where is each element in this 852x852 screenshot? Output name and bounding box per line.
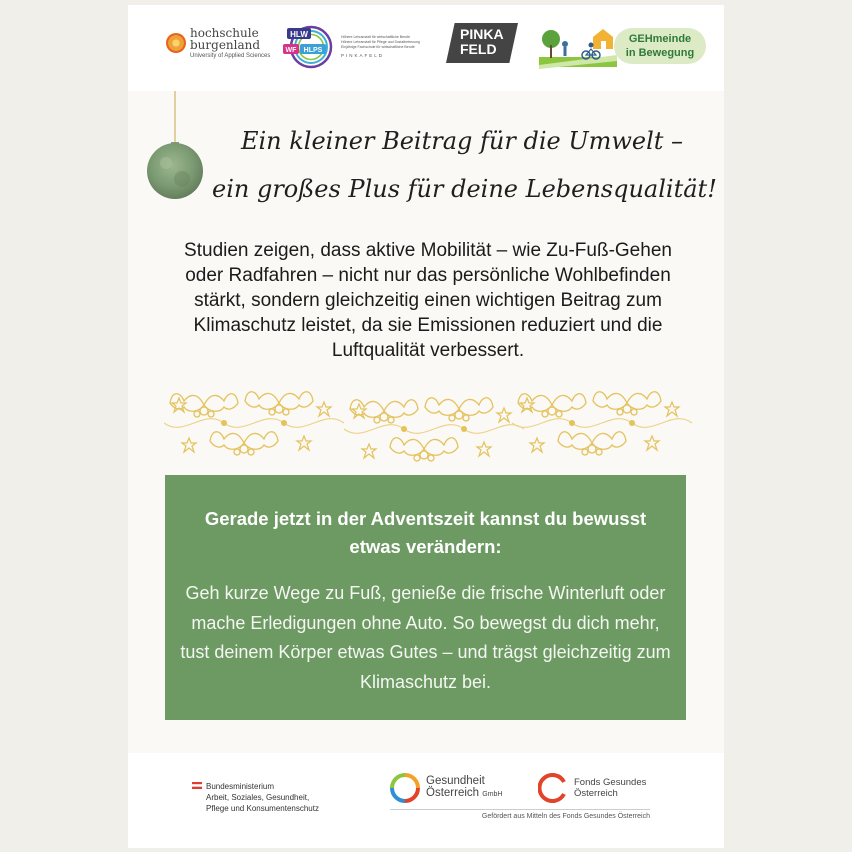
poster [128, 5, 724, 848]
fgoe-line2: Österreich [574, 788, 618, 799]
ministry-line2: Arbeit, Soziales, Gesundheit, [206, 793, 310, 802]
pinkafeld-logo [446, 23, 518, 63]
headline-line1: Ein kleiner Beitrag für die Umwelt – [240, 127, 684, 155]
holly-garland-left [164, 392, 344, 455]
hb-name-1: hochschule [190, 26, 259, 40]
goeg-line2: Österreich [426, 787, 480, 799]
hb-tagline: University of Applied Sciences [190, 53, 271, 59]
hlw-line: Einjährige Fachschule für wirtschaftliche Berufe [341, 44, 415, 49]
pinkafeld-line1: PINKA [460, 26, 504, 42]
callout-text: Geh kurze Wege zu Fuß, genieße die frische Winterluft oder mache Erledigungen ohne Auto. So bewegst du dich mehr, tust deinem Körper etwas Gutes – und trägst gleichzeitig zum Klimaschutz bei. [180, 583, 671, 692]
funding-note: Gefördert aus Mitteln des Fonds Gesundes Österreich [390, 809, 650, 820]
ministry-line3: Pflege und Konsumentenschutz [206, 804, 319, 813]
hb-name-2: burgenland [190, 38, 261, 52]
hlw-badge-top: HLW [290, 30, 308, 39]
goeg-ring-icon [390, 773, 420, 803]
hlw-badge-right: HLPS [303, 47, 323, 54]
hlw-badge-left: WF [285, 47, 297, 54]
gehmeinde-line2: in Bewegung [625, 47, 695, 59]
ministry-logo [206, 781, 319, 814]
walking-cycling-illustration-icon [539, 25, 617, 69]
hlw-pinkafeld-logo [283, 24, 433, 70]
sponsor-footer [128, 753, 724, 848]
hochschule-burgenland-logo [166, 27, 270, 59]
hlw-line: Höhere Lehranstalt für wirtschaftliche Berufe [341, 35, 411, 40]
fonds-gesundes-oesterreich-logo [538, 773, 646, 803]
gehmeinde-logo [539, 25, 709, 69]
hlw-badge-icon [283, 24, 335, 70]
hlw-line: Höhere Lehranstalt für Pflege und Sozialbetreuung [341, 39, 420, 44]
headline-line2: ein großes Plus für deine Lebensqualität! [212, 175, 717, 203]
headline [212, 117, 717, 213]
goeg-suffix: GmbH [482, 791, 503, 798]
goeg-line1: Gesundheit [426, 775, 485, 787]
gehmeinde-line1: GEHmeinde [628, 33, 692, 45]
holly-garlands [164, 383, 694, 469]
gesundheit-oesterreich-logo [390, 773, 502, 803]
logo-header [128, 5, 724, 91]
intro-paragraph: Studien zeigen, dass aktive Mobilität – wie Zu-Fuß-Gehen oder Radfahren – nicht nur das persönliche Wohlbefinden stärkt, sondern gleichzeitig einen wichtigen Beitrag zum Klimaschutz leistet, da sie Emissionen reduziert und die Luftqualität verbessert. [184, 240, 672, 361]
austria-flag-icon [192, 782, 202, 789]
holly-garland-right [512, 392, 692, 455]
hlw-town: PINKAFELD [341, 52, 385, 58]
fgoe-ring-icon [538, 773, 568, 803]
sun-icon [166, 33, 186, 53]
christmas-bauble-icon [144, 91, 206, 201]
advent-callout-box [165, 475, 686, 720]
fgoe-line1: Fonds Gesundes [574, 777, 647, 788]
holly-garland-center [344, 398, 524, 461]
ministry-line1: Bundesministerium [206, 782, 275, 791]
callout-heading: Gerade jetzt in der Adventszeit kannst du bewusst etwas verändern: [204, 508, 647, 557]
pinkafeld-line2: FELD [460, 41, 497, 57]
